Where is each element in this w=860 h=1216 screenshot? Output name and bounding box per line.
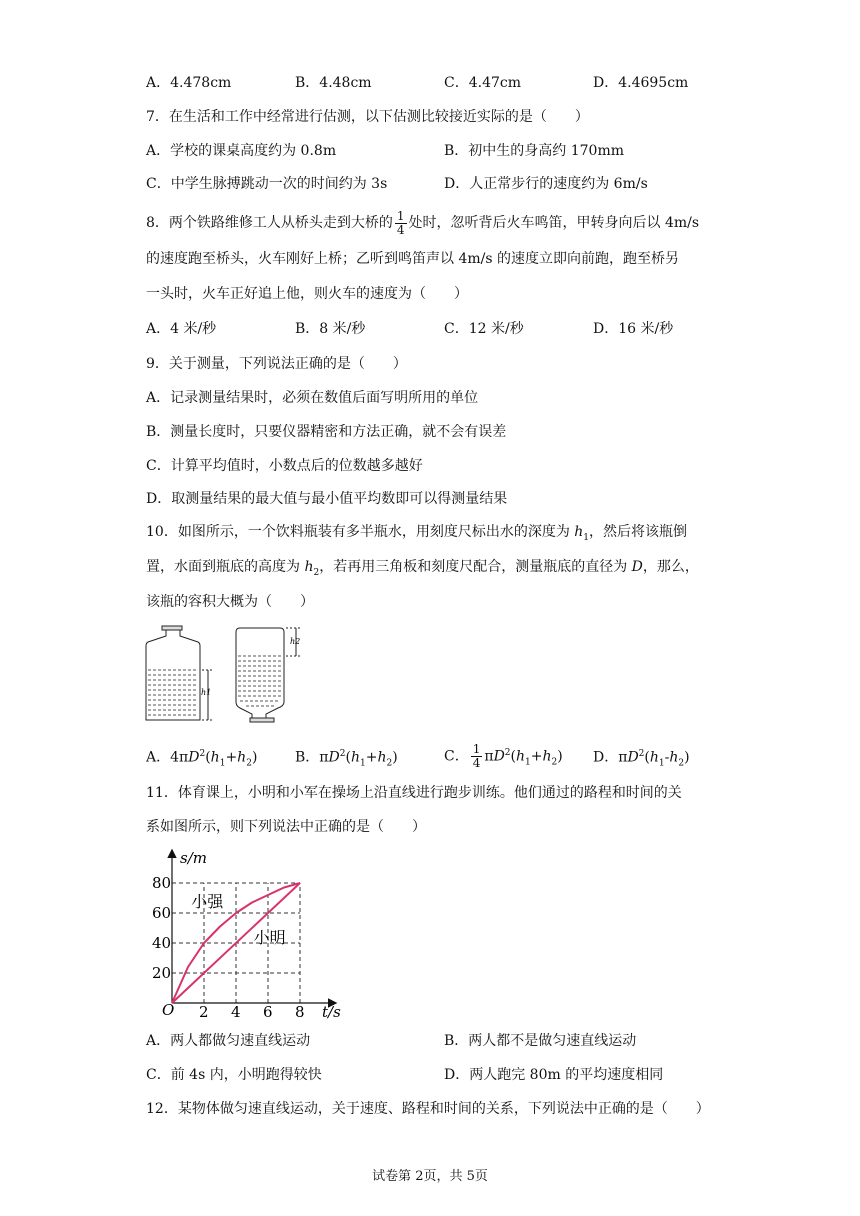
q10-text: - (664, 749, 670, 766)
x-tick-label: 2 (199, 1003, 209, 1019)
q10-var-h: h (542, 748, 552, 765)
x-tick-label: 6 (263, 1003, 273, 1019)
q10-sub: 2 (551, 757, 558, 768)
q11-stem-line1: 11．体育课上，小明和小军在操场上沿直线进行跑步训练。他们通过的路程和时间的关 (146, 785, 682, 801)
y-tick-label: 60 (152, 904, 172, 922)
q10-sup: 2 (638, 749, 645, 759)
q8-option-c: C．12 米/秒 (444, 321, 524, 337)
inv-water-lines (238, 656, 282, 706)
origin-label: O (162, 1001, 175, 1019)
q10-sup: 2 (504, 748, 511, 758)
q10-text: + (530, 748, 543, 765)
q6-option-d: D．4.4695cm (593, 75, 689, 91)
q10-var-h: h (237, 749, 247, 766)
y-tick-label: 20 (152, 964, 172, 982)
q10-sub: 1 (658, 758, 665, 769)
q10-text: ，那么， (642, 559, 699, 575)
q8-option-d: D．16 米/秒 (593, 321, 674, 337)
q10-sub: 1 (525, 757, 531, 768)
q10-var-h: h (210, 749, 220, 766)
y-axis-label: s/m (180, 849, 207, 867)
q10-var-h: h (516, 748, 526, 765)
q10-sub: 1 (359, 758, 366, 769)
q7-option-d: D．人正常步行的速度约为 6m/s (444, 176, 648, 192)
q8-fraction-numerator: 1 (396, 208, 405, 223)
q10-fraction (471, 743, 483, 770)
y-tick-label: 80 (152, 874, 172, 892)
q10-var-d: D (627, 749, 639, 766)
option-label: B． (295, 749, 320, 766)
option-label: D． (593, 749, 619, 766)
q10-text: + (225, 749, 238, 766)
q9-option-d: D．取测量结果的最大值与最小值平均数即可以得测量结果 (146, 491, 508, 507)
page-footer: 试卷第 2页，共 5页 (372, 1169, 488, 1184)
q8-stem-part-a: 8．两个铁路维修工人从桥头走到大桥的 (146, 215, 393, 231)
q7-option-c: C．中学生脉搏跳动一次的时间约为 3s (146, 176, 388, 192)
q10-text: π (618, 749, 628, 766)
q10-option-d: D．$\pi D^2(h_1-h_2)$ (593, 749, 690, 769)
q10-stem-line3: 该瓶的容积大概为（ ） (146, 594, 314, 610)
fraction-numerator: 1 (472, 742, 481, 757)
q10-var-h: h (350, 749, 360, 766)
q10-text: 10．如图所示，一个饮料瓶装有多半瓶水，用刻度尺标出水的深度为 (146, 524, 575, 540)
q10-text: ，若再用三角板和刻度尺配合，测量瓶底的直径为 (319, 559, 632, 575)
q10-sup: 2 (339, 749, 346, 759)
q10-var-d: D (493, 748, 505, 765)
q10-sub: 1 (219, 758, 226, 769)
q10-sub: 2 (246, 758, 252, 769)
q10-sup: 2 (199, 749, 206, 759)
q12-stem: 12．某物体做匀速直线运动，关于速度、路程和时间的关系，下列说法中正确的是（ ） (146, 1101, 710, 1117)
q8-stem-part-b: 处时，忽听背后火车鸣笛，甲转身向后以 4m/s (408, 215, 700, 231)
option-label: C． (444, 748, 469, 765)
y-tick-label: 40 (152, 934, 172, 952)
q10-bottle-figure (140, 622, 320, 726)
x-axis-label: t/s (322, 1003, 341, 1019)
q10-sub: 2 (313, 567, 320, 578)
q8-stem-line2: 的速度跑至桥头，火车刚好上桥；乙听到鸣笛声以 4m/s 的速度立即向前跑，跑至桥另 (146, 251, 679, 267)
q10-stem-line2 (146, 557, 699, 583)
q8-option-a: A．4 米/秒 (146, 321, 217, 337)
q11-distance-time-chart (150, 843, 350, 1019)
q10-var-d: D (328, 749, 340, 766)
q11-option-b: B．两人都不是做匀速直线运动 (444, 1033, 637, 1049)
series-label-xiaoqiang: 小强 (191, 892, 224, 911)
q6-option-a: A．4.478cm (146, 75, 232, 91)
water-lines (148, 670, 198, 715)
q11-option-c: C．前 4s 内，小明跑得较快 (146, 1067, 322, 1083)
upright-bottle (146, 626, 212, 720)
q9-option-c: C．计算平均值时，小数点后的位数越多越好 (146, 458, 423, 474)
q9-stem: 9．关于测量，下列说法正确的是（ ） (146, 356, 407, 372)
q10-var-d: D (631, 559, 643, 575)
inv-bottle-outline (236, 628, 284, 718)
q10-text: π (484, 748, 494, 765)
q9-option-a: A．记录测量结果时，必须在数值后面写明所用的单位 (146, 390, 479, 406)
q10-var-h: h (377, 749, 387, 766)
q10-sub: 2 (678, 758, 685, 769)
fraction-denominator: 4 (472, 756, 481, 771)
q9-option-b: B．测量长度时，只要仪器精密和方法正确，就不会有误差 (146, 424, 507, 440)
q11-option-d: D．两人跑完 80m 的平均速度相同 (444, 1067, 664, 1083)
q8-option-b: B．8 米/秒 (295, 321, 366, 337)
q10-var-h: h (574, 524, 584, 540)
q10-text: π (319, 749, 329, 766)
q7-stem: 7．在生活和工作中经常进行估测，以下估测比较接近实际的是（ ） (146, 109, 589, 125)
q8-stem-line3: 一头时，火车正好追上他，则火车的速度为（ ） (146, 286, 468, 302)
q10-option-b: B．$\pi D^2(h_1+h_2)$ (295, 749, 398, 769)
q10-option-c: C． $\frac{1}{4}$ $\pi D^2(h_1+h_2)$ (444, 742, 563, 771)
q10-text: 置，水面到瓶底的高度为 (146, 559, 305, 575)
q10-stem-line1 (146, 522, 687, 548)
h2-label: h2 (290, 637, 301, 646)
x-tick-label: 4 (231, 1003, 241, 1019)
q7-option-a: A．学校的课桌高度约为 0.8m (146, 143, 337, 159)
q10-text: 4π (170, 749, 189, 766)
q10-text: + (365, 749, 378, 766)
q7-option-b: B．初中生的身高约 170mm (444, 143, 625, 159)
q11-option-a: A．两人都做匀速直线运动 (146, 1033, 311, 1049)
q8-stem-line1 (146, 208, 699, 238)
q10-var-h: h (649, 749, 659, 766)
q10-var-h: h (669, 749, 679, 766)
q8-fraction-denominator: 4 (396, 222, 405, 237)
q10-sub: 2 (386, 758, 393, 769)
option-label: A． (146, 749, 171, 766)
q8-fraction (395, 210, 407, 237)
h1-label: h1 (201, 688, 212, 697)
q11-stem-line2: 系如图所示，则下列说法中正确的是（ ） (146, 819, 426, 835)
series-label-xiaoming: 小明 (253, 928, 286, 947)
q6-option-c: C．4.47cm (444, 75, 521, 91)
q10-text: ，然后将该瓶倒 (589, 524, 688, 540)
bottle-cap (162, 626, 182, 630)
inv-bottle-cap (250, 718, 274, 722)
q10-sub: 1 (583, 532, 590, 543)
q10-var-h: h (304, 559, 314, 575)
x-tick-label: 8 (295, 1003, 305, 1019)
q10-var-d: D (188, 749, 200, 766)
q10-option-a: A．$4\pi D^2(h_1+h_2)$ (146, 749, 258, 769)
q6-option-b: B．4.48cm (295, 75, 372, 91)
